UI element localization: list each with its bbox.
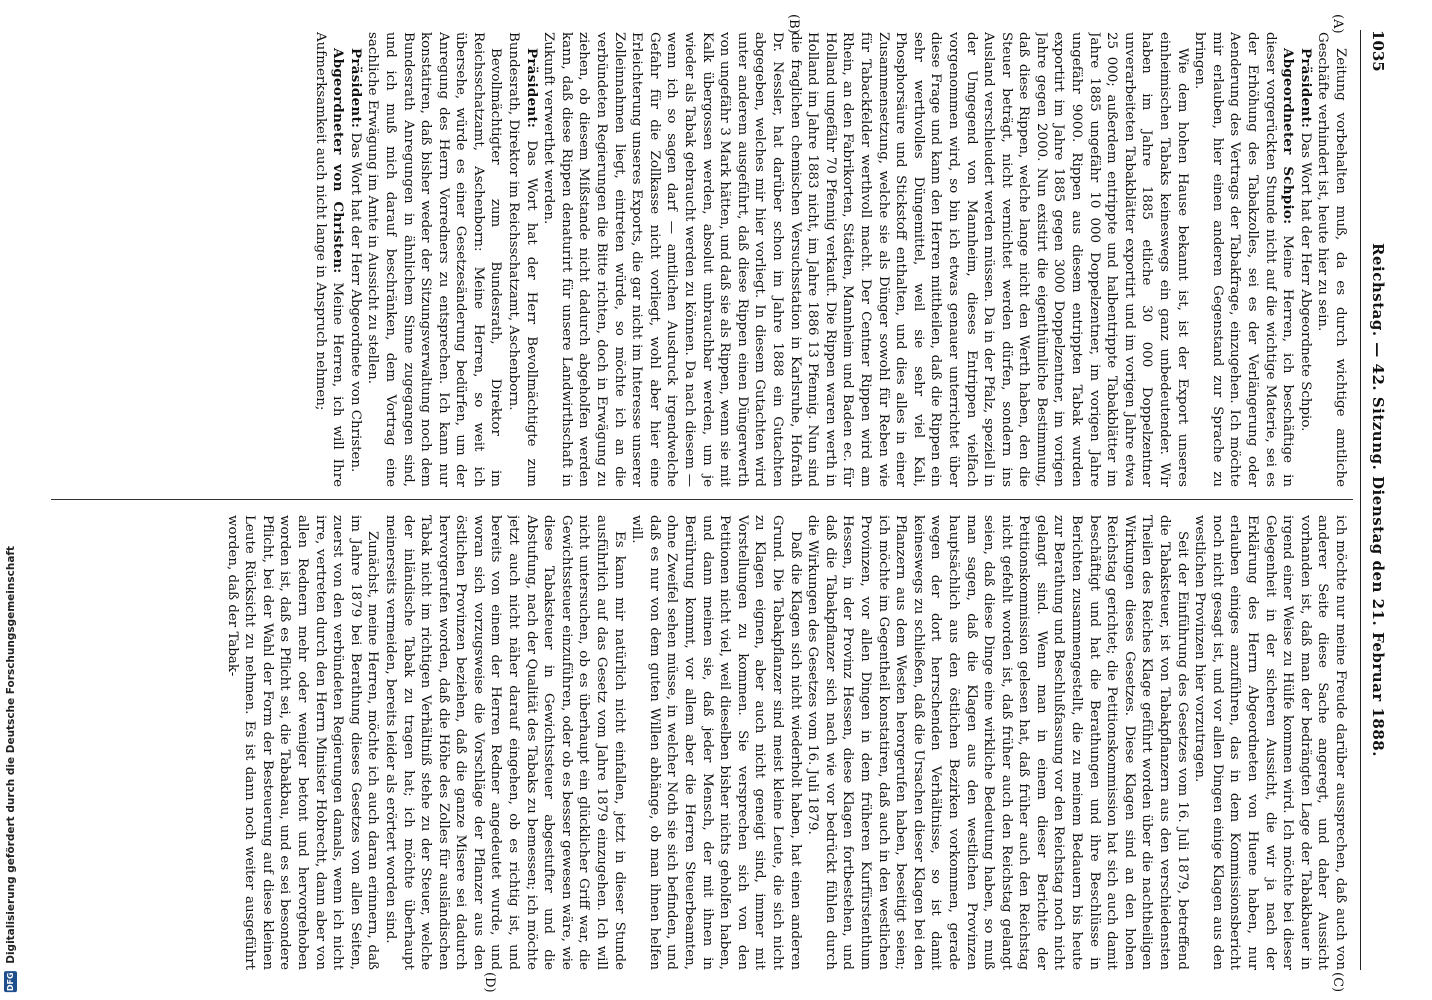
margin-marker-b: (B) xyxy=(786,14,801,34)
page-title: Reichstag. — 42. Sitzung. Dienstag den 21. Februar 1888. xyxy=(1369,243,1387,757)
paragraph-text: Daß die Klagen sich nicht wiederholt haben, hat einen anderen Grund. Die Tabakpflanzer sind meist kleine Leute, die sich nicht zu Klagen eignen, aber auch nicht geneigt sind, immer mit Vorstellungen zu kommen. Sie versprechen sich von den Petitionen nicht viel, weil dieselben bisher nichts geholfen haben, und dann meinen sie, daß jeder Mensch, der mit ihnen in Berührung kommt, vor allem aber die Herren Steuerbeamten, ohne Zweifel sehen müsse, in welcher Noth sie sich befinden, und daß es nur von dem guten Willen abhänge, ob man ihnen helfen will. xyxy=(629,515,803,970)
paragraph xyxy=(628,515,804,970)
digitization-credit xyxy=(0,0,26,1000)
paragraph xyxy=(505,32,540,487)
newspaper-page xyxy=(31,10,1401,993)
paragraph xyxy=(381,515,627,970)
margin-marker-d: (D) xyxy=(482,972,497,993)
page-number: 1035 xyxy=(1369,30,1387,72)
paragraph xyxy=(1314,32,1349,487)
paragraph-text: Meine Herren, ich beschäftige in dieser vorgerückten Stunde nicht auf die wichtige Materie, sei es der Erhöhung des Tabakzolles, sei es der Verlängerung oder Aenderung des Vertrags der Tabakfrage, einzugehen. Ich möchte mir erlauben, hier einen anderen Gegenstand zur Sprache zu bringen. xyxy=(1192,32,1296,487)
speaker-name: Abgeordneter Schpio: xyxy=(1280,48,1297,225)
speaker-name: Präsident: xyxy=(347,48,364,129)
paragraph xyxy=(364,32,505,487)
credit-text: Digitalisierung gefördert durch die Deutsche Forschungsgemeinschaft xyxy=(5,545,17,964)
margin-marker-c: (C) xyxy=(1330,972,1345,993)
paragraph-text: Bevollmächtigter zum Bundesrath, Direktor im Reichsschatzamt, Aschenborn: Meine Herren, so weit ich übersehe, würde es einer Gesetzesänderung bedürfen, um der Anregung des Herrn Vorredners zu entsprechen. Ich kann nur konstatiren, daß bisher weder der Sitzungsverwaltung noch dem Bundesrath Anregungen in ähnlichem Sinne zugegangen sind, und ich muß mich darauf beschränken, dem Vortrag eine sachliche Erwägung im Amte in Aussicht zu stellen. xyxy=(365,32,504,487)
paragraph xyxy=(311,32,346,487)
paragraph-text: Das Wort hat der Herr Abgeordnete Schpio. xyxy=(1297,128,1313,432)
paragraph xyxy=(540,32,1191,487)
speaker-name: Präsident: xyxy=(523,48,540,129)
paragraph-text: Das Wort hat der Herr Bevollmächtigte zum Bundesrath, Direktor im Reichsschatzamt, Aschenborn. xyxy=(506,32,539,487)
page-header xyxy=(1365,30,1387,970)
paragraph-text: ich möchte nur meine Freude darüber aussprechen, daß auch von anderer Seite diese Sache angeregt, und daher Aussicht vorhanden ist, daß man der bedrängten Lage der Tabakbauer in irgend einer Weise zu Hülfe kommen wird. Ich möchte bei dieser Gelegenheit in der sicheren Aussicht, die wir ja nach der Erklärung des Herrn Abgeordneten von Huene haben, nur erlauben einiges anzuführen, das in dem Kommissionsbericht noch nicht gesagt ist, und vor allen Dingen einige Klagen aus den westlichen Provinzen hier vorzutragen. xyxy=(1192,515,1348,970)
left-text-column xyxy=(49,32,1349,487)
right-text-column xyxy=(49,515,1349,970)
credit-line xyxy=(4,546,17,992)
paragraph-text: Das Wort hat der Herr Abgeordnete von Christen. xyxy=(347,128,363,473)
paragraph xyxy=(1191,515,1349,970)
paragraph-text: Meine Herren, ich will Ihre Aufmerksamkeit auch nicht lange in Anspruch nehmen; xyxy=(312,32,346,487)
column-divider xyxy=(51,499,1353,500)
paragraph-text: Es kann mir natürlich nicht einfallen, jetzt in dieser Stunde ausführlich auf das Gesetz vom Jahre 1879 einzugehen. Ich will nicht untersuchen, ob es überhaupt ein glücklicher Griff war, die Gewichtssteuer einzuführen, oder ob es besser gewesen wäre, wie diese Tabaksteuer in Gewichtssteuer abgestufter und die Abstufung, nach der Qualität des Tabaks zu bemessen; ich möchte jetzt auch nicht näher darauf eingehen, ob es richtig ist, und bereits von einem der Herren Redner angedeutet wurde, und woran sich vorzugsweise die Vorschläge der Pflanzer aus den östlichen Provinzen beziehen, daß die ganze Misere sei dadurch hervorgerufen worden, daß die Höhe des Zolles für ausländischen Tabak nicht im richtigen Verhältniß stehe zu der Steuer, welche der inländische Tabak zu tragen hat; ich möchte überhaupt meinerseits vermeiden, bereits leider als erörtert worden sind. xyxy=(382,515,627,970)
paragraph xyxy=(346,32,364,487)
paragraph xyxy=(804,515,1191,970)
speaker-name: Abgeordneter von Christen: xyxy=(330,48,347,274)
dfg-logo-icon: DFG xyxy=(6,972,15,991)
paragraph-text: Zunächst, meine Herren, möchte ich auch daran erinnern, daß im Jahre 1879 bei Berathung dieses Gesetzes von allen Seiten, zuerst von den verbündeten Regierungen damals, wenn ich nicht irre, vertreten durch den Herrn Minister Hobrecht, dann aber von allen Rednern mehr oder weniger betont und hervorgehoben worden ist, daß es Pflicht sei, die Tabakbau, und es sei besondere Pflicht, bei der Wahl der Form der Besteuerung auf diese kleinen Leute Rücksicht zu nehmen. Es ist dann noch weiter ausgeführt worden, daß der Tabak- xyxy=(224,515,381,970)
paragraph xyxy=(223,515,381,970)
speaker-name: Präsident: xyxy=(1297,48,1314,129)
paragraph xyxy=(1191,32,1297,487)
header-rule xyxy=(1360,30,1361,970)
paragraph xyxy=(1296,32,1314,487)
paragraph-text: Wie dem hohen Hause bekannt ist, ist der Export unseres einheimischen Tabaks keineswegs ein ganz unbedeutender. Wir haben im Jahre 1885 etliche 30 000 Doppelzentner unverarbeiteten Tabakblätter exportirt und im vorigen Jahre etwa 25 000; außerdem entrippte und halbentrippte Tabakblätter im Jahre 1885 ungefähr 10 000 Doppelzentner, im vorigen Jahre ungefähr 9000. Rippen aus diesem entrippten Tabak wurden exportirt im Jahre 1885 gegen 3000 Doppelzentner, im vorigen Jahre gegen 2000. Nun existirt die eigenthümliche Bestimmung, daß diese Rippen, welche lange nicht den Werth haben, den die Steuer beträgt, nicht vernichtet werden dürfen, sondern ins Ausland verschleudert werden müssen. Da in der Pfalz, speziell in der Umgegend von Mannheim, dieses Entrippen vielfach vorgenommen wird, so bin ich etwas genauer unterrichtet über diese Frage und kann den Herren mittheilen, daß die Rippen ein sehr werthvolles Düngemittel, weil sie sehr viel Kali, Phosphorsäure und Stickstoff enthalten, und dies alles in einer Zusammensetzung, welche sie als Dünger sowohl für Reben wie für Tabackfelder werthvoll macht. Der Centner Rippen wird am Rhein, an den Fabrikorten, Städten, Mannheim und Baden ec. für Holland ungefähr 70 Pfennig verkauft. Die Rippen waren werth in Holland im Jahre 1883 nicht, im Jahre 1886 13 Pfennig. Nun sind die fraglichen chemischen Versuchsstation in Karlsruhe, Hofrath Dr. Nessler, hat darüber schon im Jahre 1888 ein Gutachten abgegeben, welches mir hier vorliegt. In diesem Gutachten wird unter anderem ausgeführt, daß diese Rippen einen Düngerwerth von ungefähr 3 Mark hätten, und daß sie als Rippen, wenn sie mit Kalk übergossen werden, absolut unbrauchbar werden, um je wieder als Tabak gebraucht werden zu können. Da nach diesem — wenn ich so sagen darf — amtlichen Ausdruck irgendwelche Gefahr für die Zollkasse nicht vorliegt, wohl aber hier eine Erleichterung unseres Exports, die gar nicht im Interesse unserer Zolleinnahmen liegt, eintreten würde, so möchte ich an die verbündeten Regierungen die Bitte richten, doch in Erwägung zu ziehen, ob diesem Mißstande nicht dadurch abgeholfen werden kann, daß diese Rippen denaturirt für unsere Landwirthschaft in Zukunft verwerthet werden. xyxy=(541,32,1190,487)
paragraph-text: Seit der Einführung des Gesetzes vom 16. Juli 1879, betreffend die Tabaksteuer, ist von Tabakpflanzern aus den verschiedensten Theilen des Reiches Klage geführt worden über die nachtheiligen Wirkungen dieses Gesetzes. Diese Klagen sind an den hohen Reichstag gerichtet; die Petitionskommission hat sich auch damit beschäftigt und hat die Berathungen und ihre Beschlüsse in Berichten zusammengestellt, die zu meinem Bedauern bis heute zur Berathung und Beschlußfassung vor den Reichstag noch nicht gelangt sind. Wenn man in einem dieser Berichte der Petitionskommission gelesen hat, daß früher auch den Reichstag nicht gefehlt worden ist, daß früher auch den Reichstag gelangt seien, daß diese Dinge eine wirkliche Bedeutung haben, so muß man sagen, daß die Klagen aus den westlichen Provinzen hauptsächlich aus den östlichen Bezirken vorkommen, gerade wegen der dort herrschenden Verhältnisse, so ist damit keineswegs zu schließen, daß die Ursachen dieser Klagen bei den Pflanzern aus dem Westen herorgerufen haben, beseitigt seien; ich möchte im Gegentheil konstatiren, daß auch in den westlichen Provinzen, vor allen Dingen in dem früheren Kurfürstenthum Hessen, in der Provinz Hessen, diese Klagen fortbestehen, und daß die Tabakpflanzer sich nach wie vor bedrückt fühlen durch die Wirkungen des Gesetzes vom 16. Juli 1879. xyxy=(805,515,1190,970)
margin-marker-a: (A) xyxy=(1330,14,1345,34)
paragraph-text: Zeitung vorbehalten muß, da es durch wichtige amtliche Geschäfte verhindert ist, heute hier zu sein. xyxy=(1315,32,1348,487)
